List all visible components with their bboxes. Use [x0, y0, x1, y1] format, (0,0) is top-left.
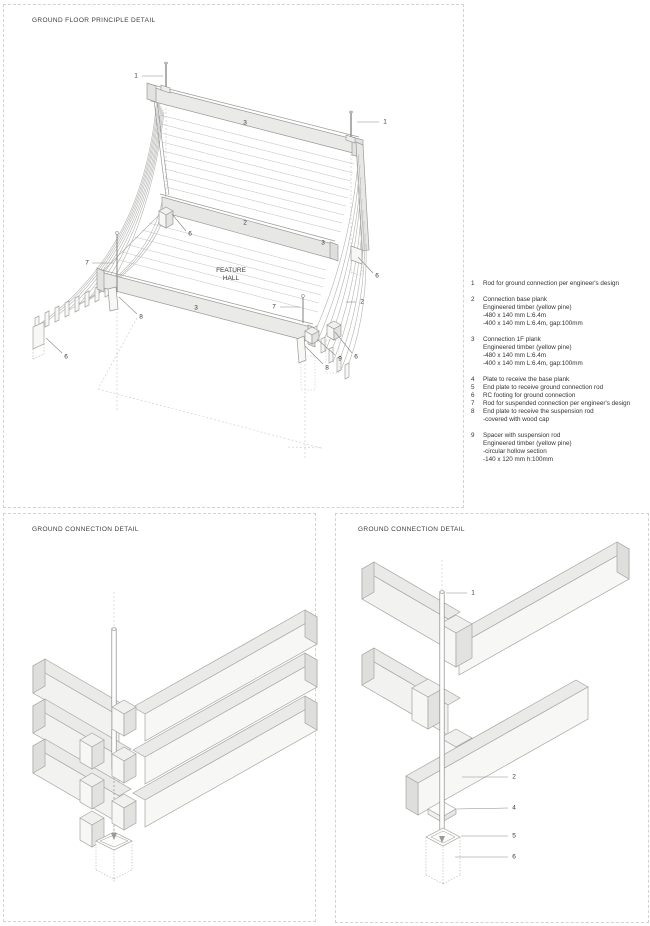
room-label-line2: HALL	[222, 275, 240, 282]
legend-item-text: End plate to receive the suspension rod -covered with wood cap	[483, 408, 594, 423]
legend-item	[471, 408, 647, 424]
callout-leader	[119, 297, 137, 314]
callout-number: 5	[512, 832, 516, 840]
legend-item	[471, 280, 647, 288]
callout-leader	[358, 257, 373, 273]
legend-item	[471, 432, 647, 464]
callout-number: 6	[354, 353, 358, 361]
callout-number: 4	[512, 804, 516, 812]
callout-number: 7	[85, 259, 89, 267]
legend-item-text: Connection base plank Engineered timber (yellow pine) -480 x 140 mm L:6.4m -400 x 140 mm L:6.4m, gap:100mm	[483, 296, 583, 327]
callout-number: 8	[325, 364, 329, 372]
legend-item	[471, 384, 647, 392]
callout-number: 6	[512, 853, 516, 861]
callout-number: 6	[188, 230, 192, 238]
callout-leader	[46, 338, 62, 353]
callout-number: 3	[321, 239, 325, 247]
callout-number: 9	[338, 355, 342, 363]
callout-leader	[305, 346, 323, 364]
callout-number: 3	[243, 119, 247, 127]
legend-item-number: 2	[471, 296, 475, 303]
legend-item-number: 1	[471, 280, 475, 287]
callout-leader	[457, 808, 508, 809]
connection-left-title: GROUND CONNECTION DETAIL	[32, 526, 139, 533]
callout-number: 2	[360, 298, 364, 306]
legend-item	[471, 376, 647, 384]
callout-number: 1	[134, 72, 138, 80]
legend-item-text: Spacer with suspension rod Engineered timber (yellow pine) -circular hollow section -140 x 120 mm h:100mm	[483, 432, 572, 463]
callout-number: 6	[64, 353, 68, 361]
legend-item	[471, 392, 647, 400]
room-label	[201, 267, 261, 283]
callout-number: 2	[512, 773, 516, 781]
legend-item-number: 9	[471, 432, 475, 439]
legend-item-text: Rod for suspended connection per engineer's design	[483, 400, 631, 407]
callout-number: 8	[139, 313, 143, 321]
legend-item-text: Plate to receive the base plank	[483, 376, 570, 383]
callout-number: 1	[383, 118, 387, 126]
principle-detail-title: GROUND FLOOR PRINCIPLE DETAIL	[32, 17, 156, 24]
room-label-line1: FEATURE	[216, 267, 246, 274]
legend	[471, 280, 647, 464]
legend-item	[471, 400, 647, 408]
legend-item-number: 4	[471, 376, 475, 383]
callout-number: 6	[375, 272, 379, 280]
legend-item-text: Rod for ground connection per engineer's design	[483, 280, 619, 287]
legend-item-number: 8	[471, 408, 475, 415]
legend-item-text: RC footing for ground connection	[483, 392, 576, 399]
legend-item	[471, 296, 647, 328]
legend-item-text: Connection 1F plank Engineered timber (yellow pine) -480 x 140 mm L:6.4m -400 x 140 mm L:6.4m, gap:100mm	[483, 336, 583, 367]
legend-item-number: 7	[471, 400, 475, 407]
legend-item-number: 3	[471, 336, 475, 343]
callout-leader	[172, 214, 186, 231]
callout-number: 3	[194, 304, 198, 312]
callout-leader	[335, 332, 352, 353]
legend-item-number: 5	[471, 384, 475, 391]
callout-leader	[317, 339, 335, 355]
legend-item	[471, 336, 647, 368]
connection-right-title: GROUND CONNECTION DETAIL	[358, 526, 465, 533]
callout-number: 2	[243, 219, 247, 227]
legend-item-number: 6	[471, 392, 475, 399]
callout-number: 7	[272, 303, 276, 311]
callout-number: 1	[471, 589, 475, 597]
legend-item-text: End plate to receive ground connection rod	[483, 384, 604, 391]
